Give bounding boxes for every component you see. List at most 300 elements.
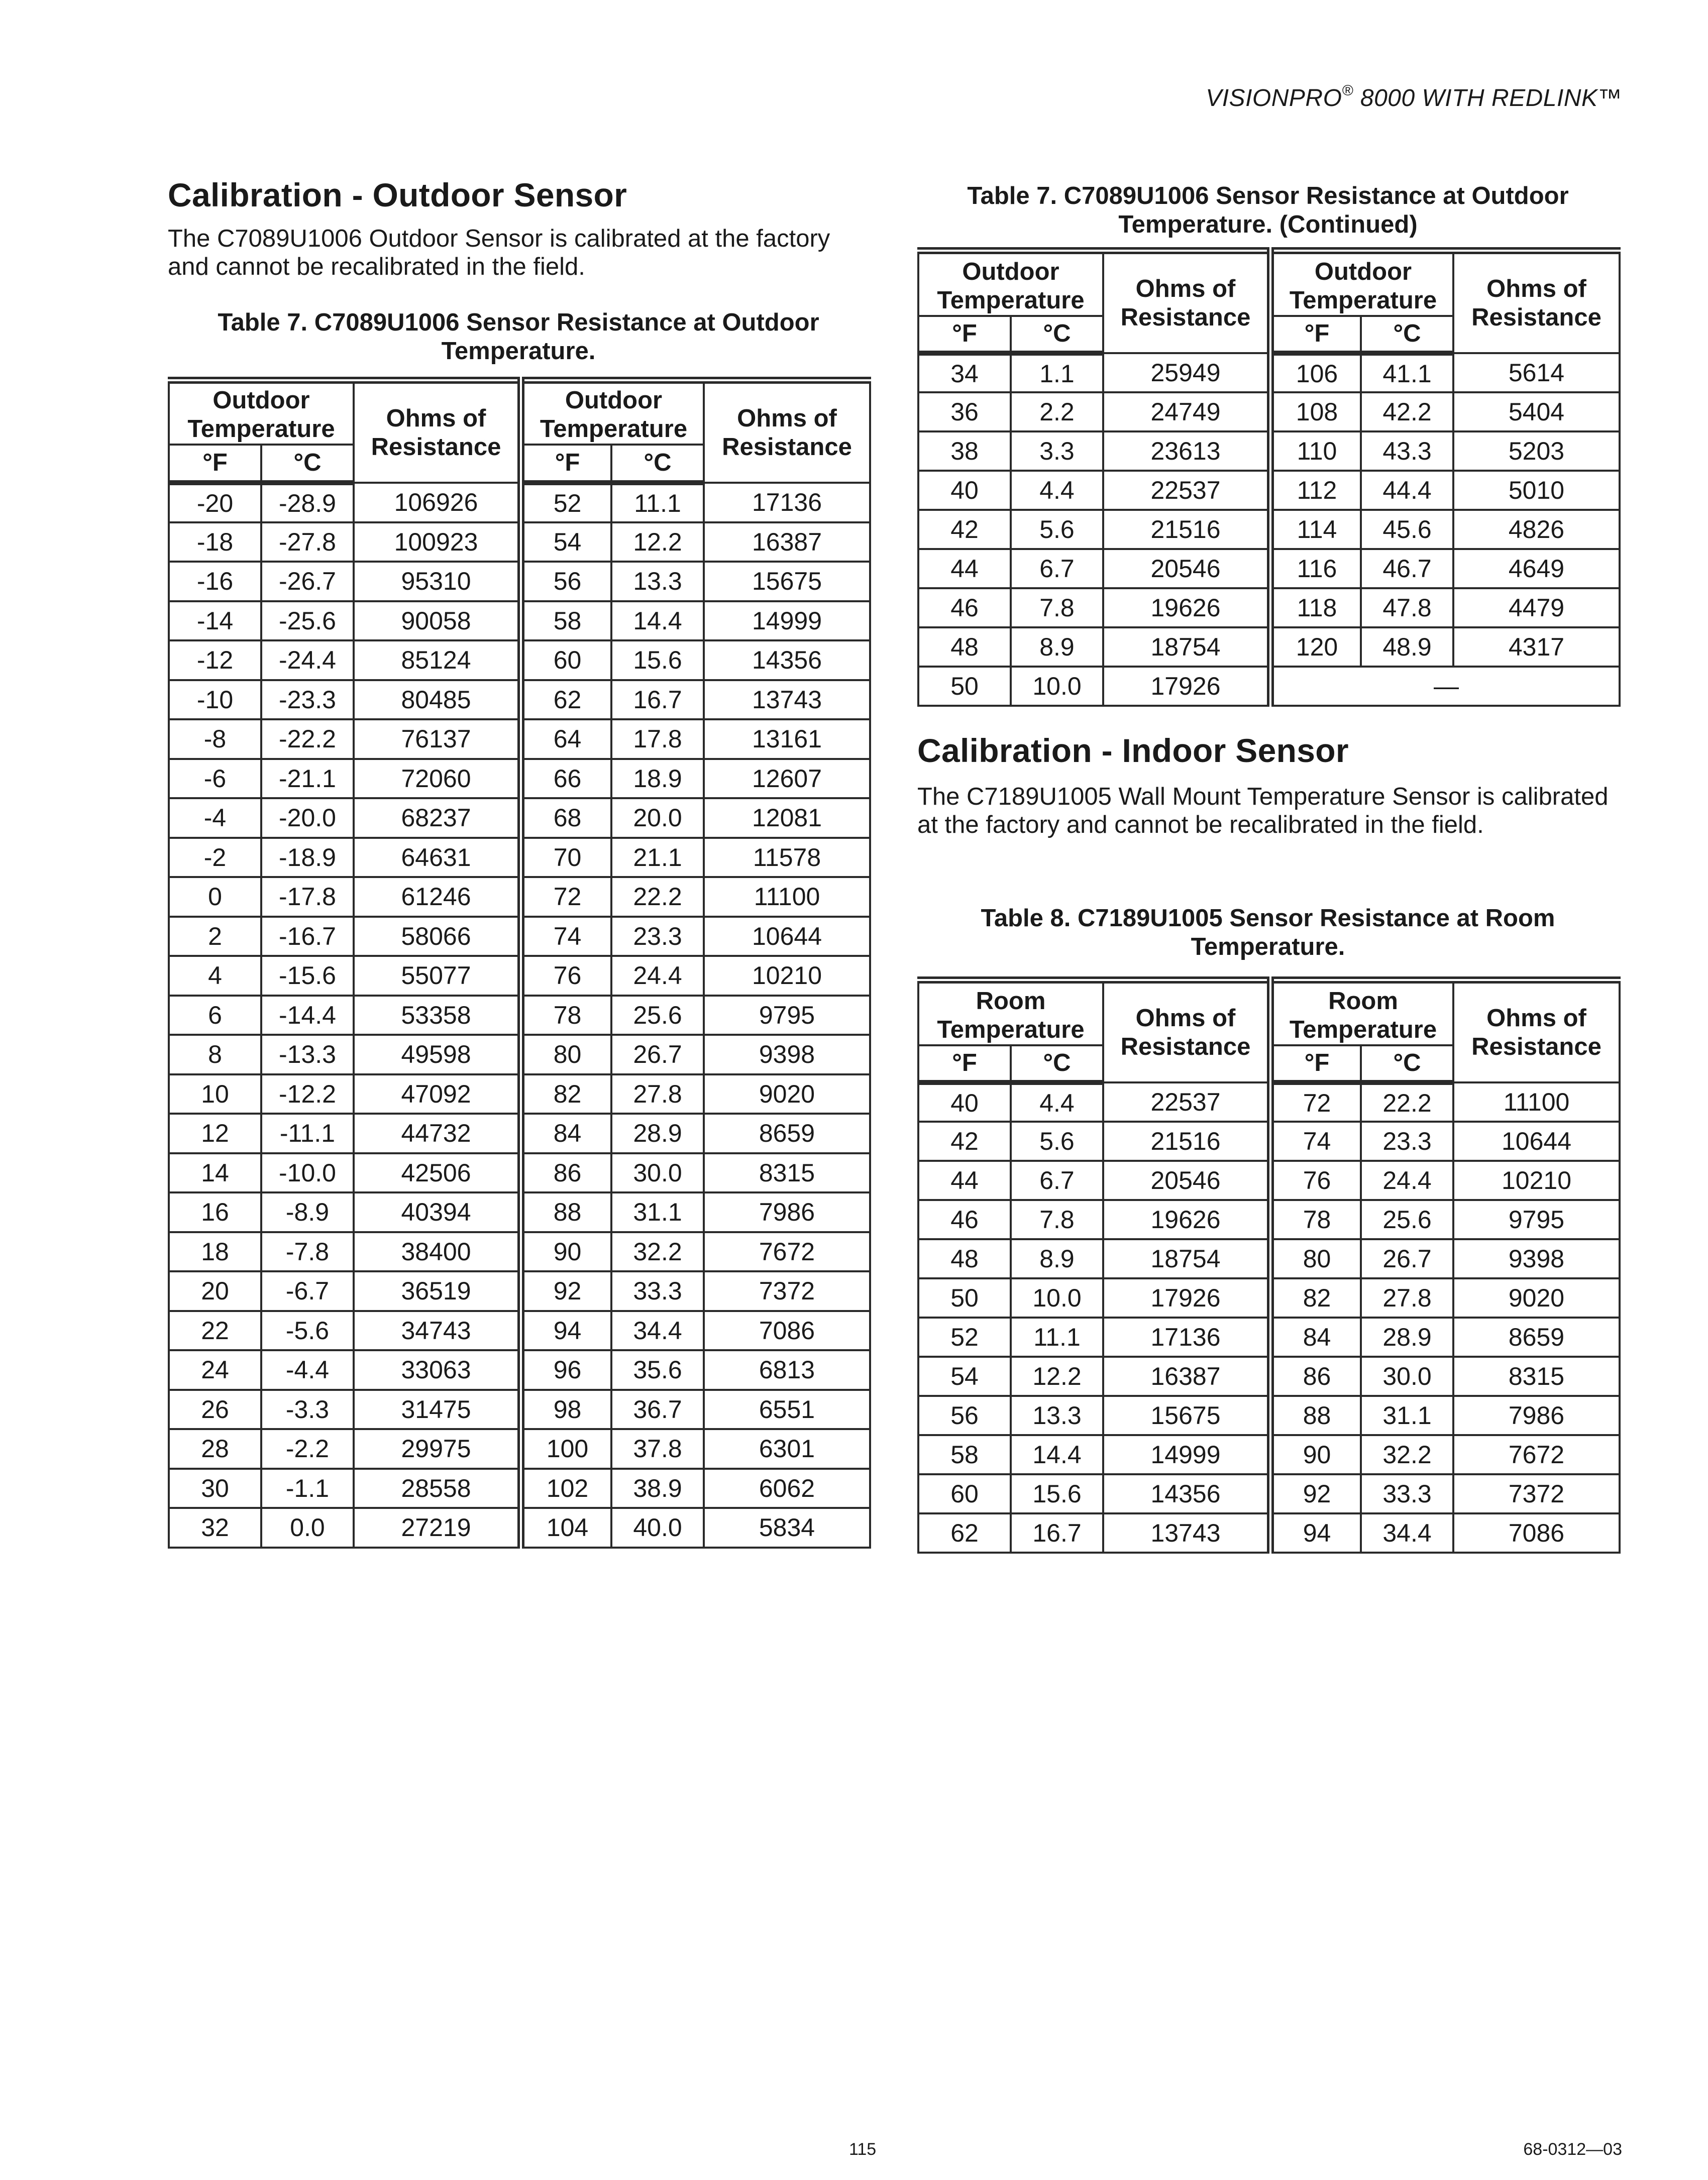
cell-ohms: 8659	[1453, 1318, 1620, 1357]
cell-celsius: 24.4	[1361, 1161, 1453, 1200]
empty-cell-dash: —	[1270, 667, 1620, 706]
cell-ohms: 34743	[354, 1311, 521, 1351]
cell-celsius: -4.4	[261, 1350, 354, 1390]
room-temp-header: Room Temperature	[1270, 980, 1453, 1045]
cell-fahrenheit: 56	[521, 562, 611, 601]
cell-fahrenheit: 72	[521, 877, 611, 917]
celsius-header: °C	[1011, 316, 1103, 353]
cell-ohms: 18754	[1103, 627, 1270, 667]
cell-ohms: 10644	[1453, 1122, 1620, 1161]
cell-fahrenheit: 52	[521, 483, 611, 522]
cell-fahrenheit: 28	[169, 1429, 261, 1469]
cell-ohms: 17926	[1103, 667, 1270, 706]
cell-celsius: 15.6	[1011, 1474, 1103, 1513]
table8	[917, 976, 1621, 1554]
cell-ohms: 40394	[354, 1192, 521, 1232]
cell-celsius: -25.6	[261, 601, 354, 641]
cell-fahrenheit: 62	[521, 680, 611, 720]
cell-fahrenheit: -18	[169, 522, 261, 562]
cell-celsius: 7.8	[1011, 1200, 1103, 1239]
cell-ohms: 55077	[354, 956, 521, 996]
cell-celsius: 23.3	[1361, 1122, 1453, 1161]
celsius-header: °C	[261, 445, 354, 483]
cell-fahrenheit: 78	[1270, 1200, 1361, 1239]
cell-fahrenheit: 52	[918, 1318, 1011, 1357]
cell-fahrenheit: 68	[521, 798, 611, 838]
table-row	[169, 956, 870, 996]
cell-ohms: 13743	[1103, 1513, 1270, 1553]
cell-fahrenheit: 26	[169, 1390, 261, 1430]
cell-ohms: 72060	[354, 759, 521, 799]
cell-fahrenheit: 88	[521, 1192, 611, 1232]
cell-ohms: 76137	[354, 719, 521, 759]
cell-celsius: 34.4	[1361, 1513, 1453, 1553]
cell-ohms: 7672	[1453, 1435, 1620, 1474]
cell-ohms: 11100	[704, 877, 870, 917]
cell-ohms: 47092	[354, 1074, 521, 1114]
cell-celsius: 36.7	[611, 1390, 704, 1430]
cell-ohms: 17926	[1103, 1278, 1270, 1318]
cell-celsius: 13.3	[611, 562, 704, 601]
cell-fahrenheit: 54	[918, 1357, 1011, 1396]
cell-ohms: 21516	[1103, 510, 1270, 549]
cell-celsius: 2.2	[1011, 392, 1103, 431]
cell-celsius: 33.3	[1361, 1474, 1453, 1513]
cell-celsius: 11.1	[611, 483, 704, 522]
cell-celsius: 43.3	[1361, 431, 1453, 471]
cell-fahrenheit: 86	[1270, 1357, 1361, 1396]
outdoor-temp-header: Outdoor Temperature	[918, 251, 1103, 316]
cell-celsius: 34.4	[611, 1311, 704, 1351]
cell-ohms: 19626	[1103, 1200, 1270, 1239]
cell-celsius: -16.7	[261, 917, 354, 956]
cell-celsius: -3.3	[261, 1390, 354, 1430]
cell-celsius: 42.2	[1361, 392, 1453, 431]
cell-celsius: 15.6	[611, 640, 704, 680]
ohms-header: Ohms of Resistance	[1453, 251, 1620, 353]
fahrenheit-header: °F	[1270, 316, 1361, 353]
cell-celsius: -10.0	[261, 1153, 354, 1193]
cell-celsius: -15.6	[261, 956, 354, 996]
cell-ohms: 7986	[704, 1192, 870, 1232]
cell-celsius: -26.7	[261, 562, 354, 601]
table7-cont-caption: Table 7. C7089U1006 Sensor Resistance at Outdoor Temperature. (Continued)	[967, 182, 1569, 238]
ohms-header: Ohms of Resistance	[1453, 980, 1620, 1082]
cell-ohms: 13161	[704, 719, 870, 759]
cell-celsius: -1.1	[261, 1469, 354, 1508]
fahrenheit-header: °F	[1270, 1045, 1361, 1082]
cell-ohms: 8315	[1453, 1357, 1620, 1396]
cell-fahrenheit: 6	[169, 996, 261, 1035]
cell-celsius: 47.8	[1361, 588, 1453, 627]
table-row	[169, 1350, 870, 1390]
table-row	[169, 680, 870, 720]
cell-fahrenheit: 76	[1270, 1161, 1361, 1200]
outdoor-section-title: Calibration - Outdoor Sensor	[168, 176, 627, 213]
cell-ohms: 6301	[704, 1429, 870, 1469]
table-row	[169, 1508, 870, 1548]
cell-fahrenheit: 58	[918, 1435, 1011, 1474]
cell-celsius: 17.8	[611, 719, 704, 759]
cell-ohms: 33063	[354, 1350, 521, 1390]
cell-fahrenheit: 96	[521, 1350, 611, 1390]
cell-fahrenheit: 64	[521, 719, 611, 759]
table-row	[169, 1153, 870, 1193]
cell-celsius: -13.3	[261, 1035, 354, 1074]
cell-celsius: 5.6	[1011, 1122, 1103, 1161]
room-temp-header: Room Temperature	[918, 980, 1103, 1045]
table-row	[169, 601, 870, 641]
cell-fahrenheit: 84	[521, 1114, 611, 1153]
table-row	[918, 431, 1620, 471]
cell-ohms: 21516	[1103, 1122, 1270, 1161]
cell-ohms: 6813	[704, 1350, 870, 1390]
cell-ohms: 80485	[354, 680, 521, 720]
cell-fahrenheit: 36	[918, 392, 1011, 431]
cell-ohms: 42506	[354, 1153, 521, 1193]
table-row	[169, 1390, 870, 1430]
cell-fahrenheit: 4	[169, 956, 261, 996]
table-row	[918, 1239, 1620, 1278]
cell-celsius: 25.6	[1361, 1200, 1453, 1239]
cell-fahrenheit: 98	[521, 1390, 611, 1430]
cell-ohms: 5203	[1453, 431, 1620, 471]
table7-continued	[917, 247, 1621, 707]
table-row	[169, 759, 870, 799]
cell-celsius: 21.1	[611, 838, 704, 878]
cell-celsius: -7.8	[261, 1232, 354, 1272]
cell-fahrenheit: 90	[521, 1232, 611, 1272]
table-row	[918, 1435, 1620, 1474]
cell-celsius: 13.3	[1011, 1396, 1103, 1435]
cell-fahrenheit: 58	[521, 601, 611, 641]
cell-fahrenheit: 44	[918, 549, 1011, 588]
cell-fahrenheit: 78	[521, 996, 611, 1035]
cell-fahrenheit: -20	[169, 483, 261, 522]
table-row	[169, 1311, 870, 1351]
cell-ohms: 6062	[704, 1469, 870, 1508]
cell-fahrenheit: 84	[1270, 1318, 1361, 1357]
table7-cont-body	[918, 353, 1620, 667]
outdoor-temp-header: Outdoor Temperature	[1270, 251, 1453, 316]
cell-ohms: 61246	[354, 877, 521, 917]
cell-fahrenheit: 16	[169, 1192, 261, 1232]
cell-celsius: 8.9	[1011, 627, 1103, 667]
cell-celsius: 26.7	[611, 1035, 704, 1074]
cell-fahrenheit: 60	[521, 640, 611, 680]
cell-ohms: 49598	[354, 1035, 521, 1074]
cell-ohms: 23613	[1103, 431, 1270, 471]
table-row	[169, 996, 870, 1035]
table-row	[169, 522, 870, 562]
table7-body	[169, 483, 870, 1548]
registered-mark: ®	[1342, 82, 1354, 99]
cell-ohms: 6551	[704, 1390, 870, 1430]
table-row	[918, 1161, 1620, 1200]
cell-fahrenheit: 8	[169, 1035, 261, 1074]
cell-fahrenheit: 94	[1270, 1513, 1361, 1553]
cell-celsius: -22.2	[261, 719, 354, 759]
cell-fahrenheit: 46	[918, 1200, 1011, 1239]
cell-ohms: 7672	[704, 1232, 870, 1272]
table-row	[169, 719, 870, 759]
ohms-header: Ohms of Resistance	[1103, 980, 1270, 1082]
cell-fahrenheit: 74	[1270, 1122, 1361, 1161]
cell-fahrenheit: 40	[918, 471, 1011, 510]
cell-ohms: 58066	[354, 917, 521, 956]
cell-ohms: 11100	[1453, 1082, 1620, 1122]
cell-celsius: 4.4	[1011, 1082, 1103, 1122]
cell-ohms: 95310	[354, 562, 521, 601]
cell-ohms: 106926	[354, 483, 521, 522]
table-row	[918, 627, 1620, 667]
cell-ohms: 5010	[1453, 471, 1620, 510]
cell-ohms: 16387	[704, 522, 870, 562]
fahrenheit-header: °F	[918, 1045, 1011, 1082]
cell-celsius: 30.0	[611, 1153, 704, 1193]
cell-celsius: 12.2	[611, 522, 704, 562]
cell-celsius: -14.4	[261, 996, 354, 1035]
cell-celsius: -24.4	[261, 640, 354, 680]
cell-fahrenheit: 54	[521, 522, 611, 562]
cell-celsius: 22.2	[611, 877, 704, 917]
cell-ohms: 15675	[1103, 1396, 1270, 1435]
cell-ohms: 4649	[1453, 549, 1620, 588]
cell-fahrenheit: 0	[169, 877, 261, 917]
cell-fahrenheit: 90	[1270, 1435, 1361, 1474]
cell-fahrenheit: 80	[521, 1035, 611, 1074]
cell-fahrenheit: 42	[918, 510, 1011, 549]
cell-fahrenheit: -12	[169, 640, 261, 680]
cell-celsius: -8.9	[261, 1192, 354, 1232]
cell-fahrenheit: 2	[169, 917, 261, 956]
cell-ohms: 14356	[704, 640, 870, 680]
cell-fahrenheit: 56	[918, 1396, 1011, 1435]
cell-celsius: 10.0	[1011, 667, 1103, 706]
cell-celsius: 33.3	[611, 1271, 704, 1311]
cell-celsius: 23.3	[611, 917, 704, 956]
table-row	[918, 588, 1620, 627]
cell-celsius: -17.8	[261, 877, 354, 917]
cell-fahrenheit: 18	[169, 1232, 261, 1272]
document-number: 68-0312—03	[1523, 2140, 1622, 2159]
cell-ohms: 22537	[1103, 471, 1270, 510]
table-row	[169, 640, 870, 680]
table-row	[169, 877, 870, 917]
cell-celsius: -11.1	[261, 1114, 354, 1153]
cell-fahrenheit: 88	[1270, 1396, 1361, 1435]
cell-ohms: 10210	[704, 956, 870, 996]
cell-celsius: 37.8	[611, 1429, 704, 1469]
cell-fahrenheit: 102	[521, 1469, 611, 1508]
cell-fahrenheit: -2	[169, 838, 261, 878]
cell-fahrenheit: 110	[1270, 431, 1361, 471]
cell-celsius: 16.7	[1011, 1513, 1103, 1553]
cell-ohms: 10644	[704, 917, 870, 956]
cell-ohms: 7372	[1453, 1474, 1620, 1513]
cell-fahrenheit: 32	[169, 1508, 261, 1548]
cell-celsius: 0.0	[261, 1508, 354, 1548]
cell-fahrenheit: 112	[1270, 471, 1361, 510]
outdoor-temp-header: Outdoor Temperature	[521, 380, 704, 445]
cell-fahrenheit: 72	[1270, 1082, 1361, 1122]
cell-fahrenheit: 92	[1270, 1474, 1361, 1513]
cell-fahrenheit: 74	[521, 917, 611, 956]
cell-ohms: 100923	[354, 522, 521, 562]
cell-ohms: 36519	[354, 1271, 521, 1311]
cell-celsius: 26.7	[1361, 1239, 1453, 1278]
cell-ohms: 25949	[1103, 353, 1270, 392]
cell-celsius: 12.2	[1011, 1357, 1103, 1396]
indoor-section-title: Calibration - Indoor Sensor	[917, 732, 1349, 769]
cell-ohms: 9398	[704, 1035, 870, 1074]
cell-ohms: 20546	[1103, 549, 1270, 588]
cell-fahrenheit: 24	[169, 1350, 261, 1390]
table7-caption: Table 7. C7089U1006 Sensor Resistance at Outdoor Temperature.	[218, 309, 819, 365]
cell-celsius: 48.9	[1361, 627, 1453, 667]
cell-fahrenheit: 30	[169, 1469, 261, 1508]
cell-ohms: 14999	[704, 601, 870, 641]
cell-celsius: 24.4	[611, 956, 704, 996]
cell-celsius: 31.1	[1361, 1396, 1453, 1435]
cell-celsius: -28.9	[261, 483, 354, 522]
cell-celsius: 18.9	[611, 759, 704, 799]
fahrenheit-header: °F	[521, 445, 611, 483]
cell-fahrenheit: 66	[521, 759, 611, 799]
cell-ohms: 68237	[354, 798, 521, 838]
table-row	[169, 798, 870, 838]
cell-fahrenheit: 76	[521, 956, 611, 996]
cell-celsius: -6.7	[261, 1271, 354, 1311]
indoor-section-body: The C7189U1005 Wall Mount Temperature Sensor is calibrated at the factory and cannot be recalibrated in the field.	[917, 783, 1609, 838]
cell-fahrenheit: 44	[918, 1161, 1011, 1200]
table-row	[169, 1074, 870, 1114]
cell-ohms: 53358	[354, 996, 521, 1035]
cell-fahrenheit: 38	[918, 431, 1011, 471]
cell-fahrenheit: 48	[918, 627, 1011, 667]
cell-celsius: 8.9	[1011, 1239, 1103, 1278]
outdoor-section-body: The C7089U1006 Outdoor Sensor is calibrated at the factory and cannot be recalibrated in the field.	[168, 225, 830, 280]
cell-celsius: -27.8	[261, 522, 354, 562]
cell-ohms: 11578	[704, 838, 870, 878]
cell-ohms: 14999	[1103, 1435, 1270, 1474]
cell-celsius: 6.7	[1011, 1161, 1103, 1200]
cell-ohms: 17136	[704, 483, 870, 522]
cell-fahrenheit: 94	[521, 1311, 611, 1351]
cell-ohms: 4479	[1453, 588, 1620, 627]
cell-ohms: 9795	[1453, 1200, 1620, 1239]
cell-fahrenheit: -14	[169, 601, 261, 641]
cell-celsius: 6.7	[1011, 549, 1103, 588]
cell-ohms: 15675	[704, 562, 870, 601]
cell-ohms: 5614	[1453, 353, 1620, 392]
cell-fahrenheit: 42	[918, 1122, 1011, 1161]
cell-fahrenheit: 40	[918, 1082, 1011, 1122]
cell-celsius: 32.2	[1361, 1435, 1453, 1474]
cell-celsius: 44.4	[1361, 471, 1453, 510]
table-row	[169, 1469, 870, 1508]
cell-ohms: 7372	[704, 1271, 870, 1311]
cell-ohms: 16387	[1103, 1357, 1270, 1396]
cell-ohms: 7986	[1453, 1396, 1620, 1435]
cell-celsius: 46.7	[1361, 549, 1453, 588]
table-row	[169, 1429, 870, 1469]
page-number: 115	[849, 2140, 877, 2159]
cell-celsius: 25.6	[611, 996, 704, 1035]
table-row	[918, 1082, 1620, 1122]
cell-fahrenheit: 108	[1270, 392, 1361, 431]
celsius-header: °C	[1361, 1045, 1453, 1082]
cell-ohms: 9398	[1453, 1239, 1620, 1278]
table-row	[918, 510, 1620, 549]
celsius-header: °C	[611, 445, 704, 483]
cell-celsius: 5.6	[1011, 510, 1103, 549]
running-header	[1206, 84, 1622, 112]
cell-ohms: 8315	[704, 1153, 870, 1193]
cell-fahrenheit: 50	[918, 667, 1011, 706]
table-row	[918, 1200, 1620, 1239]
table-row	[918, 1278, 1620, 1318]
cell-ohms: 24749	[1103, 392, 1270, 431]
cell-celsius: -12.2	[261, 1074, 354, 1114]
cell-ohms: 38400	[354, 1232, 521, 1272]
cell-ohms: 5404	[1453, 392, 1620, 431]
cell-ohms: 9020	[1453, 1278, 1620, 1318]
table-row	[918, 1513, 1620, 1553]
ohms-header: Ohms of Resistance	[354, 380, 521, 483]
cell-fahrenheit: 104	[521, 1508, 611, 1548]
table-row	[169, 562, 870, 601]
celsius-header: °C	[1361, 316, 1453, 353]
cell-celsius: 27.8	[611, 1074, 704, 1114]
cell-fahrenheit: -4	[169, 798, 261, 838]
celsius-header: °C	[1011, 1045, 1103, 1082]
table-row	[918, 471, 1620, 510]
table8-body	[918, 1082, 1620, 1553]
table-row	[169, 1232, 870, 1272]
table-row	[169, 1035, 870, 1074]
cell-ohms: 4826	[1453, 510, 1620, 549]
table-row	[918, 1396, 1620, 1435]
cell-celsius: 41.1	[1361, 353, 1453, 392]
cell-celsius: 10.0	[1011, 1278, 1103, 1318]
cell-celsius: -20.0	[261, 798, 354, 838]
ohms-header: Ohms of Resistance	[1103, 251, 1270, 353]
cell-ohms: 17136	[1103, 1318, 1270, 1357]
cell-ohms: 12081	[704, 798, 870, 838]
cell-ohms: 27219	[354, 1508, 521, 1548]
table-row	[918, 1357, 1620, 1396]
fahrenheit-header: °F	[169, 445, 261, 483]
cell-ohms: 10210	[1453, 1161, 1620, 1200]
cell-celsius: 40.0	[611, 1508, 704, 1548]
cell-celsius: 4.4	[1011, 471, 1103, 510]
cell-fahrenheit: 70	[521, 838, 611, 878]
cell-ohms: 64631	[354, 838, 521, 878]
cell-fahrenheit: 14	[169, 1153, 261, 1193]
table-row	[918, 1122, 1620, 1161]
table-row	[169, 1271, 870, 1311]
cell-ohms: 90058	[354, 601, 521, 641]
table-row	[169, 1192, 870, 1232]
cell-fahrenheit: 118	[1270, 588, 1361, 627]
cell-fahrenheit: 120	[1270, 627, 1361, 667]
cell-ohms: 13743	[704, 680, 870, 720]
cell-celsius: 7.8	[1011, 588, 1103, 627]
cell-celsius: 22.2	[1361, 1082, 1453, 1122]
cell-celsius: 38.9	[611, 1469, 704, 1508]
cell-ohms: 7086	[1453, 1513, 1620, 1553]
